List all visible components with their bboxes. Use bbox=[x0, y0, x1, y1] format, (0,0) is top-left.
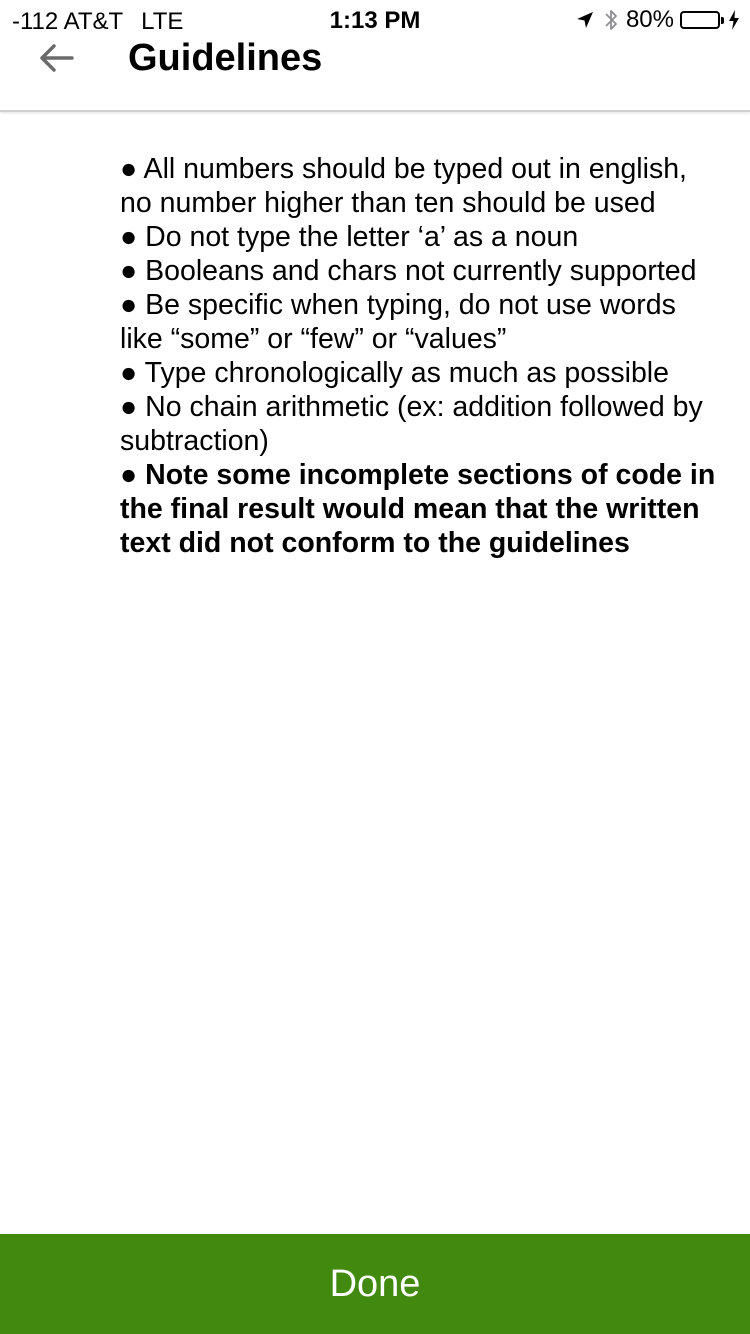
arrow-left-icon bbox=[38, 43, 74, 73]
guideline-item: ● Booleans and chars not currently supported bbox=[120, 255, 697, 287]
done-button-label: Done bbox=[329, 1262, 421, 1305]
network-label: LTE bbox=[141, 8, 184, 35]
guideline-note: ● Note some incomplete sections of code in the final result would mean that the written text did not conform to the guidelines bbox=[120, 459, 716, 559]
guideline-item: ● All numbers should be typed out in english, no number higher than ten should be used bbox=[120, 153, 687, 219]
battery-icon bbox=[680, 11, 724, 29]
status-bar bbox=[0, 0, 750, 40]
status-right-group bbox=[576, 7, 740, 33]
status-time: 1:13 PM bbox=[329, 7, 421, 34]
location-arrow-icon bbox=[576, 11, 594, 29]
bluetooth-icon bbox=[604, 8, 618, 32]
page-title: Guidelines bbox=[128, 37, 323, 79]
guideline-item: ● Type chronologically as much as possible bbox=[120, 357, 669, 389]
carrier-label: -112 AT&T bbox=[12, 8, 124, 35]
battery-percent: 80% bbox=[625, 6, 674, 33]
back-button[interactable] bbox=[34, 36, 78, 80]
guideline-item: ● Be specific when typing, do not use words like “some” or “few” or “values” bbox=[120, 289, 676, 355]
guidelines-list bbox=[120, 152, 725, 560]
charging-bolt-icon bbox=[728, 10, 740, 30]
done-button[interactable] bbox=[0, 1234, 750, 1334]
guideline-item: ● Do not type the letter ‘a’ as a noun bbox=[120, 221, 579, 253]
guideline-item: ● No chain arithmetic (ex: addition followed by subtraction) bbox=[120, 391, 703, 457]
